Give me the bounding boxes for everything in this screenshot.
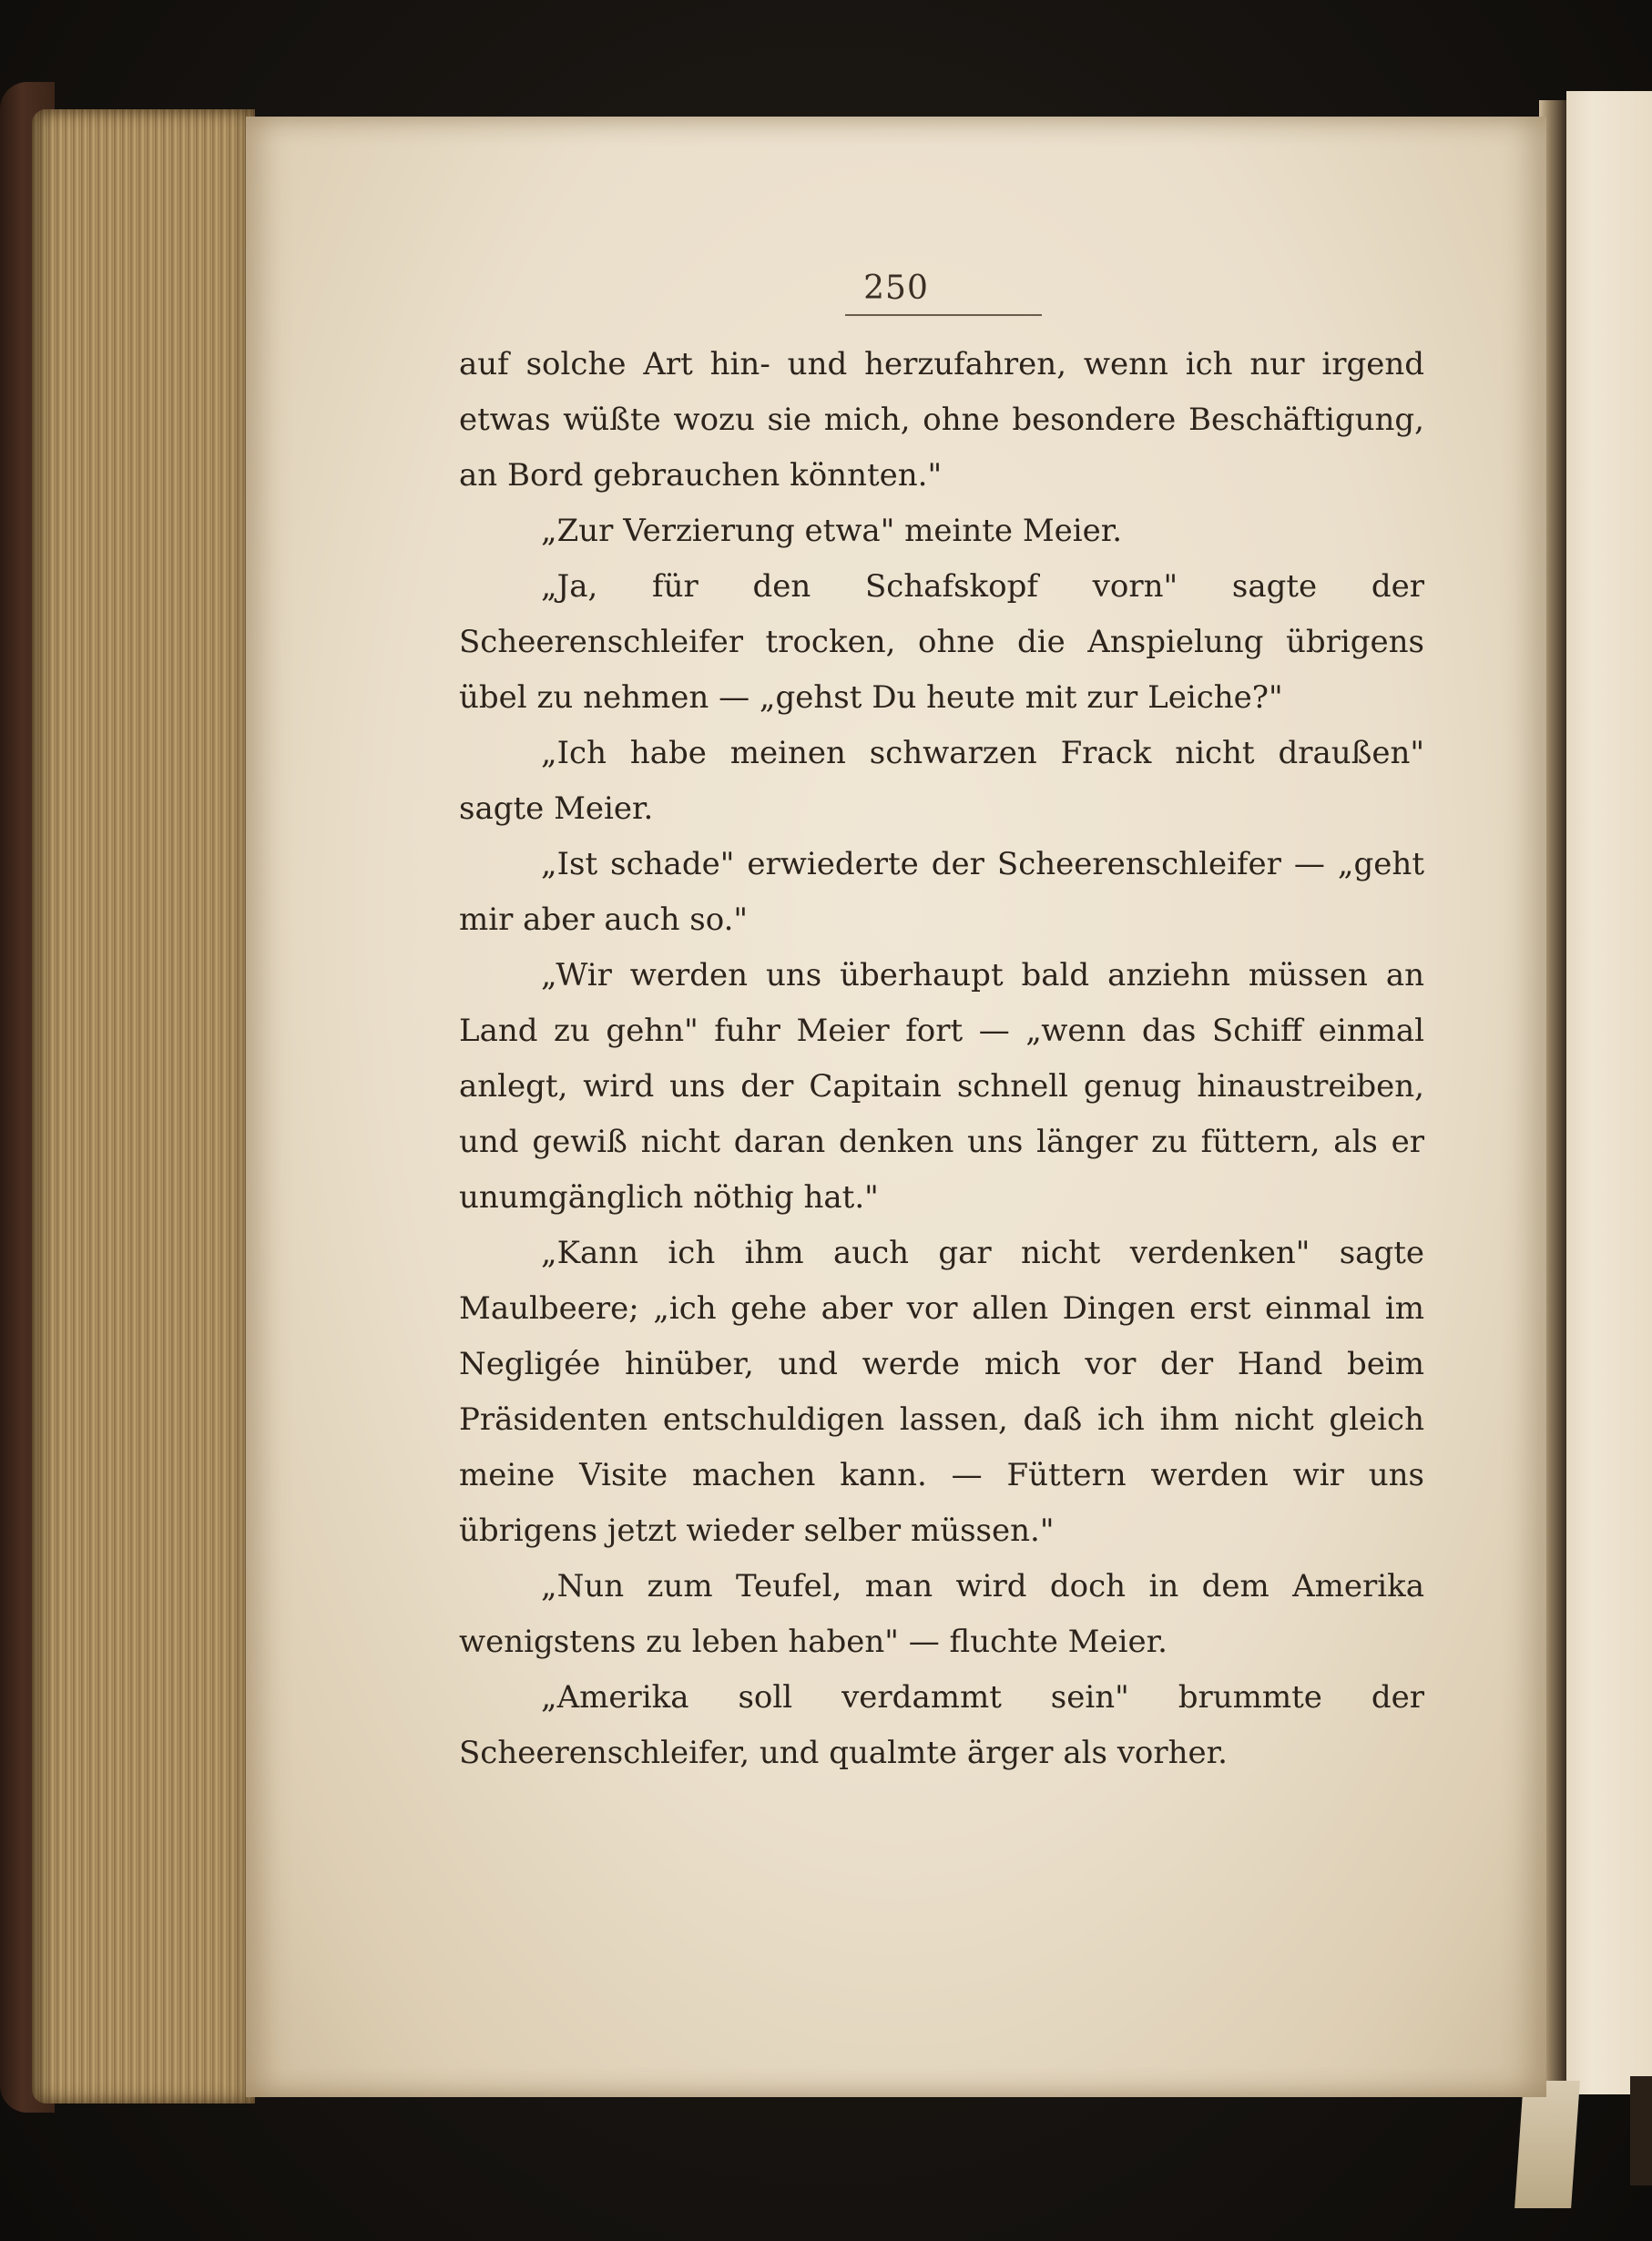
paragraph-7: „Kann ich ihm auch gar nicht verdenken" sagte Maulbeere; „ich gehe aber vor allen Dingen erst einmal im Negligée hinüber, und werde mich vor der Hand beim Präsidenten entschuldigen lassen, daß ich ihm nicht gleich meine Visite machen kann. — Füttern werden wir uns übrigens jetzt wieder selber müssen." — [459, 1235, 1424, 1549]
paragraph-2: „Zur Verzierung etwa" meinte Meier. — [541, 513, 1123, 549]
page-number: 250 — [863, 270, 929, 307]
paragraph-9: „Amerika soll verdammt sein" brummte der Scheerenschleifer, und qualmte ärger als vorher. — [459, 1679, 1424, 1771]
paragraph-6: „Wir werden uns überhaupt bald anziehn müssen an Land zu gehn" fuhr Meier fort — „wenn das Schiff einmal anlegt, wird uns der Capitain schnell genug hinaustreiben, und gewiß nicht daran denken uns länger zu füttern, als er unumgänglich nöthig hat." — [459, 957, 1424, 1216]
paragraph-3: „Ja, für den Schafskopf vorn" sagte der Scheerenschleifer trocken, ohne die Anspielung übrigens übel zu nehmen — „gehst Du heute mit zur Leiche?" — [459, 568, 1424, 716]
body-text — [459, 337, 1424, 1781]
header-rule — [845, 314, 1042, 316]
paragraph-5: „Ist schade" erwiederte der Scheerenschleifer — „geht mir aber auch so." — [459, 846, 1424, 938]
paragraph-8: „Nun zum Teufel, man wird doch in dem Amerika wenigstens zu leben haben" — fluchte Meier. — [459, 1568, 1424, 1660]
binding-corner — [1630, 2076, 1652, 2185]
book-page — [246, 117, 1546, 2097]
paragraph-1: auf solche Art hin- und herzufahren, wenn ich nur irgend etwas wüßte wozu sie mich, ohne besondere Beschäftigung, an Bord gebrauchen könnten." — [459, 346, 1424, 494]
page-corner — [1514, 2081, 1580, 2208]
page-fore-edge — [32, 109, 255, 2103]
paragraph-4: „Ich habe meinen schwarzen Frack nicht draußen" sagte Meier. — [459, 735, 1424, 827]
facing-page-edge — [1566, 91, 1652, 2094]
